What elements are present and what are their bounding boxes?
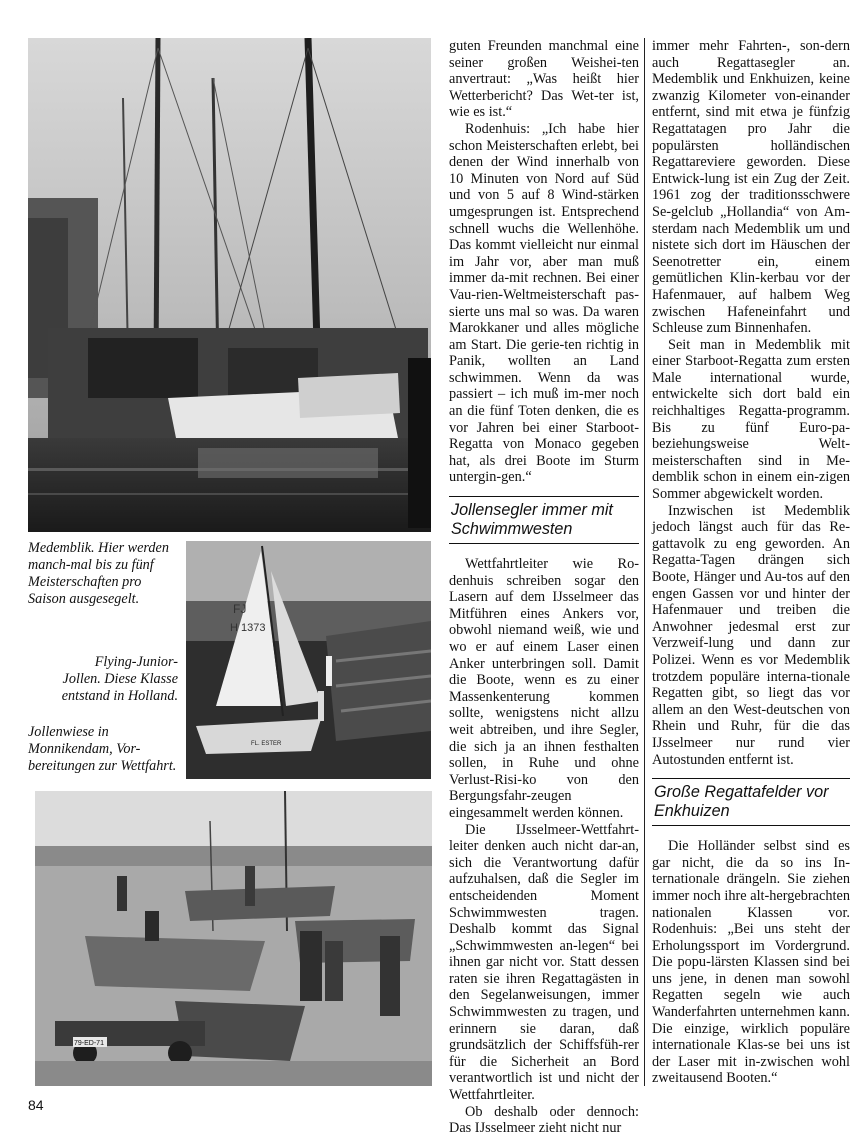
page-number: 84 (28, 1097, 44, 1113)
sail-marking: FJ (233, 602, 247, 616)
photo-flying-junior (186, 541, 431, 779)
caption-flying-junior: Flying-Junior-Jollen. Diese Klasse entstand in Holland. (61, 654, 178, 704)
subheading-jollensegler: Jollensegler immer mit Schwimmwesten (449, 496, 639, 544)
photo-monnikendam-jollenwiese (35, 791, 432, 1086)
trailer-plate: 79-ED-71 (74, 1040, 104, 1047)
paragraph: Wettfahrtleiter wie Ro-denhuis schreiben sogar den Lasern auf dem IJsselmeer das Mitführen eines Ankers vor, obwohl niemand weiß, wie und wo er auf einem Laser einen Anker unterbringen soll. Damit die Boote, wenn es zu einer Massenkenterung kommen sollte, wenigstens nicht allzu weit abtreiben, und ihre Segler, die sich ja an ihnen festhalten sollen, in Ruhe und ohne Verlust-Risi-ko von den Bergungsfahr-zeugen eingesammelt werden können. (449, 556, 639, 821)
text-column-2 (652, 38, 850, 1087)
paragraph: Seit man in Medemblik mit einer Starboot-Regatta zum ersten Male international wurde, entwickelte sich dort bald ein reichhaltiges Regatta-programm. Bis zu fünf Euro-pa- beziehungsweise Welt-meisterschaften sind in Me-demblik schon in einem ein-zigen Sommer abgewickelt worden. (652, 336, 850, 503)
paragraph: guten Freunden manchmal eine seiner großen Weishei-ten anvertraut: „Was heißt hier Wetterbericht? Das Wet-ter ist, wie es ist.“ (449, 38, 639, 121)
column-rule-left (644, 38, 645, 1086)
paragraph: Die Holländer selbst sind es gar nicht, die da so ins In-ternationale drängeln. Sie ziehen immer noch ihre alt-hergebrachten nationalen Klassen vor. Rodenhuis: „Bei uns steht der Erholungssport im Vordergrund. Die popu-lärsten Klassen sind bei uns jene, in denen man sowohl Regatten segeln wie auch Wanderfahrten unternehmen kann. Die einzige, wirklich populäre internationale Klas-se bei uns ist der Laser mit in-zwischen wohl zweitausend Booten.“ (652, 838, 850, 1087)
sail-number: H 1373 (230, 622, 266, 634)
subheading-regattafelder: Große Regattafelder vor Enkhuizen (652, 778, 850, 826)
boat-name: FL. ESTER (251, 741, 282, 747)
text-column-1 (449, 38, 639, 1137)
photo-medemblik-harbor (28, 38, 431, 532)
paragraph: Ob deshalb oder dennoch: Das IJsselmeer zieht nicht nur (449, 1103, 639, 1137)
paragraph: immer mehr Fahrten-, son-dern auch Regattasegler an. Medemblik und Enkhuizen, keine zwanzig Kilometer von-einander entfernt, sind mit etwa je fünfzig Regattatagen pro Jahr die populärsten holländischen Regattareviere geworden. Diese Entwick-lung ist ein Zug der Zeit. 1961 zog der traditionsschwere Se-gelclub „Hollandia“ von Am-sterdam nach Medemblik um und nistete sich dort im Häuschen der Seenotretter ein, einem gemütlichen Klin-kerbau vor der Hafenmauer, auf halbem Weg zwischen Hafeneinfahrt und Schleuse zum Binnenhafen. (652, 38, 850, 337)
paragraph: Inzwischen ist Medemblik jedoch längst auch für das Re-gattavolk zu eng geworden. An Regatta-Tagen drängen sich Boote, Hänger und Au-tos auf den engen Gassen vor und hinter der Hafenmauer und treiben die Anwohner jedesmal erst zur Verzweif-lung und dann zur Polizei. Wenn es vor Medemblik trotzdem populäre interna-tionale Regatten gibt, so liegt das vor allem an den West-deutschen von Rhein und Ruhr, für die das IJsselmeer nur rund vier Autostunden entfernt ist. (652, 502, 850, 768)
caption-jollenwiese: Jollenwiese in Monnikendam, Vor-bereitungen zur Wettfahrt. (28, 724, 177, 774)
caption-medemblik: Medemblik. Hier werden manch-mal bis zu fünf Meisterschaften pro Saison ausgesegelt. (28, 540, 169, 607)
paragraph: Rodenhuis: „Ich habe hier schon Meisterschaften erlebt, bei denen der Wind innerhalb von 10 Minuten von Nord auf Süd und von 5 auf 8 Wind-stärken umgesprungen ist. Entsprechend schnell wuchs die Wellenhöhe. Das kommt vielleicht nur einmal im Jahr vor, aber man muß immer da-mit rechnen. Bei einer Vau-rien-Weltmeisterschaft pas-sierte uns mal so was. Da waren Marokkaner und alles mögliche am Start. Die gerie-ten richtig in Panik, wollten an Land schwimmen. Wenn da was passiert – ich muß im-mer noch an die fünf Toten denken, die es vor Jahren bei einer Starboot-Regatta von Monaco gegeben hat, als drei Boote im Sturm untergin-gen.“ (449, 120, 639, 486)
paragraph: Die IJsselmeer-Wettfahrt-leiter denken auch nicht dar-an, sich die Verantwortung dafür aufzuhalsen, daß die Segler im entscheidenden Moment Schwimmwesten tragen. Deshalb kommt das Signal „Schwimmwesten an-legen“ bei ihnen gar nicht vor. Statt dessen raten sie ihren Regattagästen in den Segelanweisungen, immer Schwimmwesten zu tragen, und erinnern sie daran, daß grundsätzlich der Schiffsfüh-rer für die Sicherheit an Bord verantwortlich ist und nicht der Wettfahrtleiter. (449, 821, 639, 1104)
